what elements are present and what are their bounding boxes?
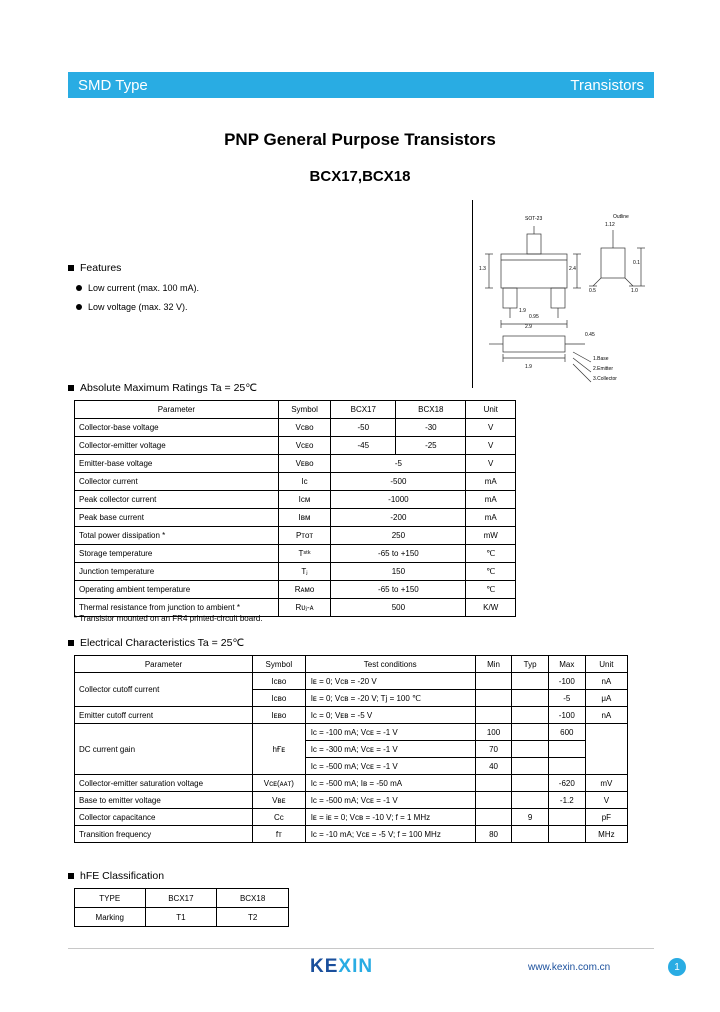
col-symbol: Symbol <box>253 656 306 673</box>
cell-parameter: Collector-emitter saturation voltage <box>75 775 253 792</box>
col-bcx17: BCX17 <box>145 889 217 908</box>
cell-value: -65 to +150 <box>331 545 466 563</box>
cell-symbol: Vʙᴇ <box>253 792 306 809</box>
cell-symbol: Vᴇʙᴏ <box>278 455 331 473</box>
cell-parameter: Collector current <box>75 473 279 491</box>
table-header-row <box>75 889 289 908</box>
cell-unit: V <box>466 437 516 455</box>
pin1-label: 1.Base <box>593 356 609 362</box>
page-number-badge: 1 <box>668 958 686 976</box>
dim-label-d3: 2.4 <box>569 266 576 272</box>
cell-symbol: Tⱼ <box>278 563 331 581</box>
cell-unit: mW <box>466 527 516 545</box>
cell-parameter: Collector-emitter voltage <box>75 437 279 455</box>
header-bar <box>68 72 654 98</box>
cell-value: 150 <box>331 563 466 581</box>
cell-typ <box>512 690 549 707</box>
cell-test-condition: Iᴇ = iᴇ = 0; Vᴄʙ = -10 V; f = 1 MHz <box>305 809 475 826</box>
cell-bcx17: -45 <box>331 437 396 455</box>
cell-parameter: Emitter cutoff current <box>75 707 253 724</box>
features-heading-row <box>68 262 368 274</box>
cell-unit: mA <box>466 509 516 527</box>
cell-symbol: Cᴄ <box>253 809 306 826</box>
cell-parameter: Collector capacitance <box>75 809 253 826</box>
dim-label-d5: 0.95 <box>529 314 539 320</box>
dim-label-d10: 1.12 <box>605 222 615 228</box>
cell-value: -65 to +150 <box>331 581 466 599</box>
cell-min: 70 <box>475 741 512 758</box>
table-row <box>75 527 516 545</box>
col-min: Min <box>475 656 512 673</box>
table-row <box>75 581 516 599</box>
table-row <box>75 545 516 563</box>
cell-max <box>548 826 585 843</box>
header-right-label: Transistors <box>570 76 644 94</box>
cell-max: -5 <box>548 690 585 707</box>
company-logo <box>310 956 373 978</box>
cell-unit: nA <box>585 707 627 724</box>
cell-test-condition: Iᴄ = -500 mA; Vᴄᴇ = -1 V <box>305 792 475 809</box>
cell-min <box>475 673 512 690</box>
package-outline-drawing <box>472 200 655 388</box>
page-title: PNP General Purpose Transistors <box>224 130 496 149</box>
cell-max: -100 <box>548 673 585 690</box>
cell-unit: V <box>585 792 627 809</box>
cell-value: -5 <box>331 455 466 473</box>
cell-test-condition: Iᴇ = 0; Vᴄʙ = -20 V <box>305 673 475 690</box>
cell-parameter: Total power dissipation * <box>75 527 279 545</box>
cell-min: 80 <box>475 826 512 843</box>
cell-test-condition: Iᴄ = -10 mA; Vᴄᴇ = -5 V; f = 100 MHz <box>305 826 475 843</box>
table-row <box>75 908 289 927</box>
abs-max-heading: Absolute Maximum Ratings Ta = 25℃ <box>80 382 258 394</box>
list-item <box>68 283 368 293</box>
cell-min <box>475 775 512 792</box>
list-item <box>68 302 368 312</box>
cell-typ <box>512 792 549 809</box>
hfe-heading-row <box>68 870 164 882</box>
part-numbers: BCX17,BCX18 <box>309 168 411 185</box>
col-bcx17: BCX17 <box>331 401 396 419</box>
cell-symbol: hҒᴇ <box>253 724 306 775</box>
table-row <box>75 792 628 809</box>
cell-unit: pF <box>585 809 627 826</box>
cell-parameter: Collector cutoff current <box>75 673 253 707</box>
features-section <box>68 262 368 312</box>
cell-min: 100 <box>475 724 512 741</box>
cell-test-condition: Iᴄ = -500 mA; Vᴄᴇ = -1 V <box>305 758 475 775</box>
cell-symbol: Rᴜⱼ-ᴀ <box>278 599 331 617</box>
package-drawing-svg <box>473 200 655 388</box>
cell-parameter: Storage temperature <box>75 545 279 563</box>
table-row <box>75 775 628 792</box>
cell-min: 40 <box>475 758 512 775</box>
table-row <box>75 673 628 690</box>
table-row <box>75 826 628 843</box>
cell-unit: K/W <box>466 599 516 617</box>
cell-parameter: DC current gain <box>75 724 253 775</box>
col-bcx18: BCX18 <box>217 889 289 908</box>
hfe-classification-table <box>74 888 289 927</box>
dim-label-d11: 0.45 <box>585 332 595 338</box>
cell-unit: MHz <box>585 826 627 843</box>
cell-parameter: Peak collector current <box>75 491 279 509</box>
cell-test-condition: Iᴄ = -500 mA; Iʙ = -50 mA <box>305 775 475 792</box>
table-row <box>75 563 516 581</box>
table-header-row <box>75 656 628 673</box>
dim-label-d1: 2.9 <box>525 324 532 330</box>
cell-parameter: Base to emitter voltage <box>75 792 253 809</box>
cell-symbol: Vᴄʙᴏ <box>278 419 331 437</box>
cell-typ <box>512 758 549 775</box>
cell-bcx17: -50 <box>331 419 396 437</box>
cell-typ <box>512 673 549 690</box>
cell-symbol: Rᴀᴍᴏ <box>278 581 331 599</box>
cell-symbol: fᴛ <box>253 826 306 843</box>
website-link[interactable]: www.kexin.com.cn <box>528 962 611 973</box>
col-bcx18: BCX18 <box>396 401 466 419</box>
square-bullet-icon <box>68 873 74 879</box>
cell-unit: mA <box>466 473 516 491</box>
square-bullet-icon <box>68 385 74 391</box>
col-max: Max <box>548 656 585 673</box>
cell-symbol: Iᴄʙᴏ <box>253 673 306 690</box>
cell-max <box>548 758 585 775</box>
cell-symbol: Vᴄᴇᴏ <box>278 437 331 455</box>
cell-symbol: Tˢᵗᵏ <box>278 545 331 563</box>
cell-value: -1000 <box>331 491 466 509</box>
abs-max-heading-row <box>68 382 257 394</box>
col-unit: Unit <box>466 401 516 419</box>
feature-label: Low current (max. 100 mA). <box>88 283 200 293</box>
dim-label-d8: 1.0 <box>631 288 638 294</box>
cell-typ <box>512 826 549 843</box>
features-heading: Features <box>80 262 122 274</box>
table-row <box>75 437 516 455</box>
cell-max <box>548 741 585 758</box>
cell-symbol: Iᴄʙᴏ <box>253 690 306 707</box>
cell-bcx18: -25 <box>396 437 466 455</box>
logo-text-ke: KE <box>310 956 339 977</box>
cell-unit: ℃ <box>466 581 516 599</box>
round-bullet-icon <box>76 304 82 310</box>
cell-symbol: Iʙᴍ <box>278 509 331 527</box>
hfe-heading: hFE Classification <box>80 870 165 882</box>
cell-value: 500 <box>331 599 466 617</box>
electrical-heading-row <box>68 637 244 649</box>
cell-max: -1.2 <box>548 792 585 809</box>
cell-unit: ℃ <box>466 545 516 563</box>
cell-symbol: Pᴛᴏᴛ <box>278 527 331 545</box>
cell-parameter: Peak base current <box>75 509 279 527</box>
cell-symbol: Vᴄᴇ(ᴀᴀᴛ) <box>253 775 306 792</box>
dim-label-d2: 1.3 <box>479 266 486 272</box>
square-bullet-icon <box>68 265 74 271</box>
cell-symbol: Iᴇʙᴏ <box>253 707 306 724</box>
cell-unit: mV <box>585 775 627 792</box>
cell-typ <box>512 775 549 792</box>
cell-min <box>475 809 512 826</box>
table-row <box>75 473 516 491</box>
cell-unit: V <box>466 419 516 437</box>
cell-value: -200 <box>331 509 466 527</box>
electrical-heading: Electrical Characteristics Ta = 25℃ <box>80 637 245 649</box>
cell-typ <box>512 741 549 758</box>
cell-test-condition: Iᴇ = 0; Vᴄʙ = -20 V; Tj = 100 ℃ <box>305 690 475 707</box>
cell-typ: 9 <box>512 809 549 826</box>
col-parameter: Parameter <box>75 656 253 673</box>
dim-label-d7: 0.5 <box>589 288 596 294</box>
table-row <box>75 509 516 527</box>
table-row <box>75 707 628 724</box>
cell-typ <box>512 724 549 741</box>
logo-text-xin: XIN <box>338 956 374 977</box>
cell-test-condition: Iᴄ = -300 mA; Vᴄᴇ = -1 V <box>305 741 475 758</box>
cell-value: 250 <box>331 527 466 545</box>
cell-min <box>475 792 512 809</box>
col-unit: Unit <box>585 656 627 673</box>
cell-marking-bcx18: T2 <box>217 908 289 927</box>
cell-unit: ℃ <box>466 563 516 581</box>
round-bullet-icon <box>76 285 82 291</box>
abs-max-footnote: * Transistor mounted on an FR4 printed-circuit board. <box>74 614 263 623</box>
cell-parameter: Thermal resistance from junction to ambient * <box>75 599 279 617</box>
cell-max: -620 <box>548 775 585 792</box>
cell-symbol: Iᴄ <box>278 473 331 491</box>
cell-symbol: Iᴄᴍ <box>278 491 331 509</box>
cell-parameter: Junction temperature <box>75 563 279 581</box>
cell-parameter: Operating ambient temperature <box>75 581 279 599</box>
table-row <box>75 491 516 509</box>
footer-divider <box>68 948 654 949</box>
pin3-label: 3.Collector <box>593 376 617 382</box>
cell-test-condition: Iᴄ = -100 mA; Vᴄᴇ = -1 V <box>305 724 475 741</box>
cell-unit: μA <box>585 690 627 707</box>
outline-label: Outline <box>613 214 629 220</box>
cell-max: 600 <box>548 724 585 741</box>
package-name-label: SOT-23 <box>525 216 543 222</box>
table-row <box>75 455 516 473</box>
table-row <box>75 724 628 741</box>
header-left-label: SMD Type <box>78 76 148 94</box>
absolute-maximum-ratings-table <box>74 400 516 617</box>
cell-max <box>548 809 585 826</box>
feature-label: Low voltage (max. 32 V). <box>88 302 188 312</box>
cell-parameter: Transition frequency <box>75 826 253 843</box>
electrical-characteristics-table <box>74 655 628 843</box>
cell-value: -500 <box>331 473 466 491</box>
dim-label-d4: 1.9 <box>519 308 526 314</box>
col-parameter: Parameter <box>75 401 279 419</box>
col-typ: Typ <box>512 656 549 673</box>
pin2-label: 2.Emitter <box>593 366 614 372</box>
cell-unit <box>585 724 627 775</box>
cell-test-condition: Iᴄ = 0; Vᴇʙ = -5 V <box>305 707 475 724</box>
cell-min <box>475 690 512 707</box>
dim-label-d6: 1.9 <box>525 364 532 370</box>
col-test-conditions: Test conditions <box>305 656 475 673</box>
col-type: TYPE <box>75 889 146 908</box>
cell-typ <box>512 707 549 724</box>
cell-unit: mA <box>466 491 516 509</box>
square-bullet-icon <box>68 640 74 646</box>
cell-min <box>475 707 512 724</box>
table-row <box>75 809 628 826</box>
cell-bcx18: -30 <box>396 419 466 437</box>
cell-marking-bcx17: T1 <box>145 908 217 927</box>
cell-max: -100 <box>548 707 585 724</box>
cell-unit: nA <box>585 673 627 690</box>
cell-parameter: Emitter-base voltage <box>75 455 279 473</box>
cell-unit: V <box>466 455 516 473</box>
cell-marking-label: Marking <box>75 908 146 927</box>
table-row <box>75 419 516 437</box>
cell-parameter: Collector-base voltage <box>75 419 279 437</box>
table-header-row <box>75 401 516 419</box>
col-symbol: Symbol <box>278 401 331 419</box>
dim-label-d9: 0.1 <box>633 260 640 266</box>
